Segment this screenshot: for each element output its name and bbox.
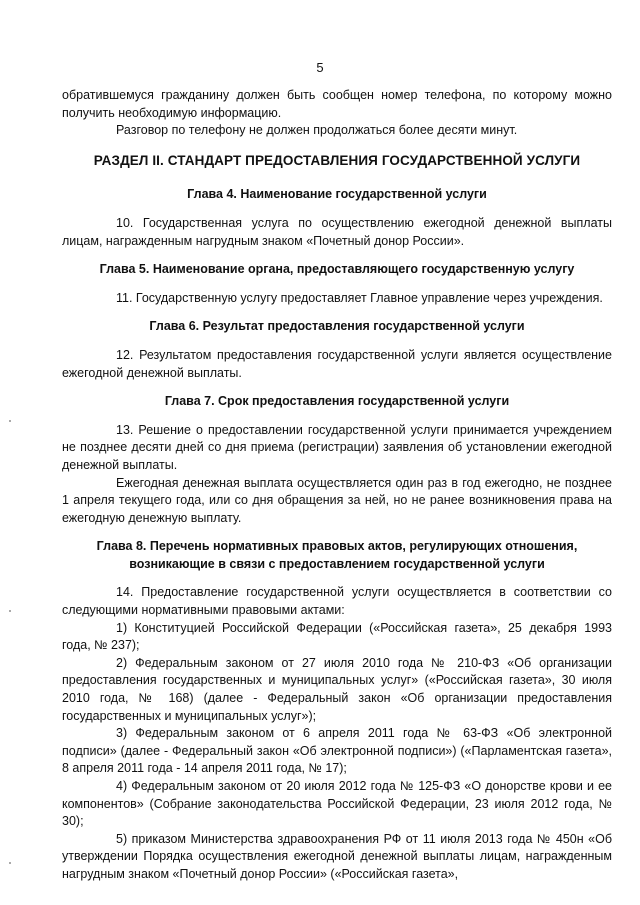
chapter-7-title: Глава 7. Срок предоставления государственной услуги xyxy=(164,394,510,409)
paragraph-10: 10. Государственная услуга по осуществлению ежегодной денежной выплаты лицам, награжденным нагрудным знаком «Почетный донор России». xyxy=(62,215,612,248)
paragraph-14-item-5: 5) приказом Министерства здравоохранения РФ от 11 июля 2013 года № 450н «Об утверждении Порядка осуществления ежегодной денежной выплаты лицам, награжденным нагрудным знаком «Почетный донор России» («Российская газета», xyxy=(62,831,612,881)
scan-edge-mark xyxy=(9,420,11,422)
chapter-8-title-line-2: возникающие в связи с предоставлением государственной услуги xyxy=(129,556,545,571)
document-body xyxy=(62,87,612,884)
chapter-5-title: Глава 5. Наименование органа, предоставляющего государственную услугу xyxy=(99,262,575,277)
paragraph-14: 14. Предоставление государственной услуги осуществляется в соответствии со следующими нормативными правовыми актами: xyxy=(62,585,612,618)
paragraph-14-item-2: 2) Федеральным законом от 27 июля 2010 года № 210-ФЗ «Об организации предоставления государственных и муниципальных услуг» («Российская газета», 30 июля 2010 года, № 168) (далее - Федеральный закон «Об организации предоставления государственных и муниципальных услуг»); xyxy=(62,655,612,723)
paragraph-12: 12. Результатом предоставления государственной услуги является осуществление ежегодной денежной выплаты. xyxy=(62,347,612,380)
scan-edge-mark xyxy=(9,610,11,612)
paragraph-intro-phone-limit: Разговор по телефону не должен продолжаться более десяти минут. xyxy=(116,123,518,138)
paragraph-14-item-3: 3) Федеральным законом от 6 апреля 2011 года № 63-ФЗ «Об электронной подписи» (далее - Федеральный закон «Об электронной подписи») («Парламентская газета», 8 апреля 2011 года - 14 апреля 2011 года, № 17); xyxy=(62,726,612,776)
paragraph-14-item-4: 4) Федеральным законом от 20 июля 2012 года № 125-ФЗ «О донорстве крови и ее компонентов» (Собрание законодательства Российской Федерации, 23 июля 2012 года, № 30); xyxy=(62,779,612,829)
scan-edge-mark xyxy=(9,862,11,864)
page-number: 5 xyxy=(316,60,324,75)
paragraph-intro-continued: обратившемуся гражданину должен быть сообщен номер телефона, по которому можно получить необходимую информацию. xyxy=(62,88,612,120)
paragraph-14-item-1: 1) Конституцией Российской Федерации («Российская газета», 25 декабря 1993 года, № 237); xyxy=(62,620,612,653)
paragraph-11: 11. Государственную услугу предоставляет Главное управление через учреждения. xyxy=(116,290,603,305)
chapter-8-title-line-1: Глава 8. Перечень нормативных правовых актов, регулирующих отношения, xyxy=(96,539,578,554)
chapter-6-title: Глава 6. Результат предоставления государственной услуги xyxy=(149,319,525,334)
section-2-title: РАЗДЕЛ II. СТАНДАРТ ПРЕДОСТАВЛЕНИЯ ГОСУДАРСТВЕННОЙ УСЛУГИ xyxy=(93,152,581,168)
chapter-8-title xyxy=(62,538,612,573)
chapter-4-title: Глава 4. Наименование государственной услуги xyxy=(187,187,487,202)
paragraph-13-annual-payment: Ежегодная денежная выплата осуществляется один раз в год ежегодно, не позднее 1 апреля текущего года, или со дня обращения за ней, но не ранее возникновения права на ежегодную денежную выплату. xyxy=(62,475,612,525)
paragraph-13: 13. Решение о предоставлении государственной услуги принимается учреждением не позднее десяти дней со дня приема (регистрации) заявления об установлении ежегодной денежной выплаты. xyxy=(62,422,612,472)
